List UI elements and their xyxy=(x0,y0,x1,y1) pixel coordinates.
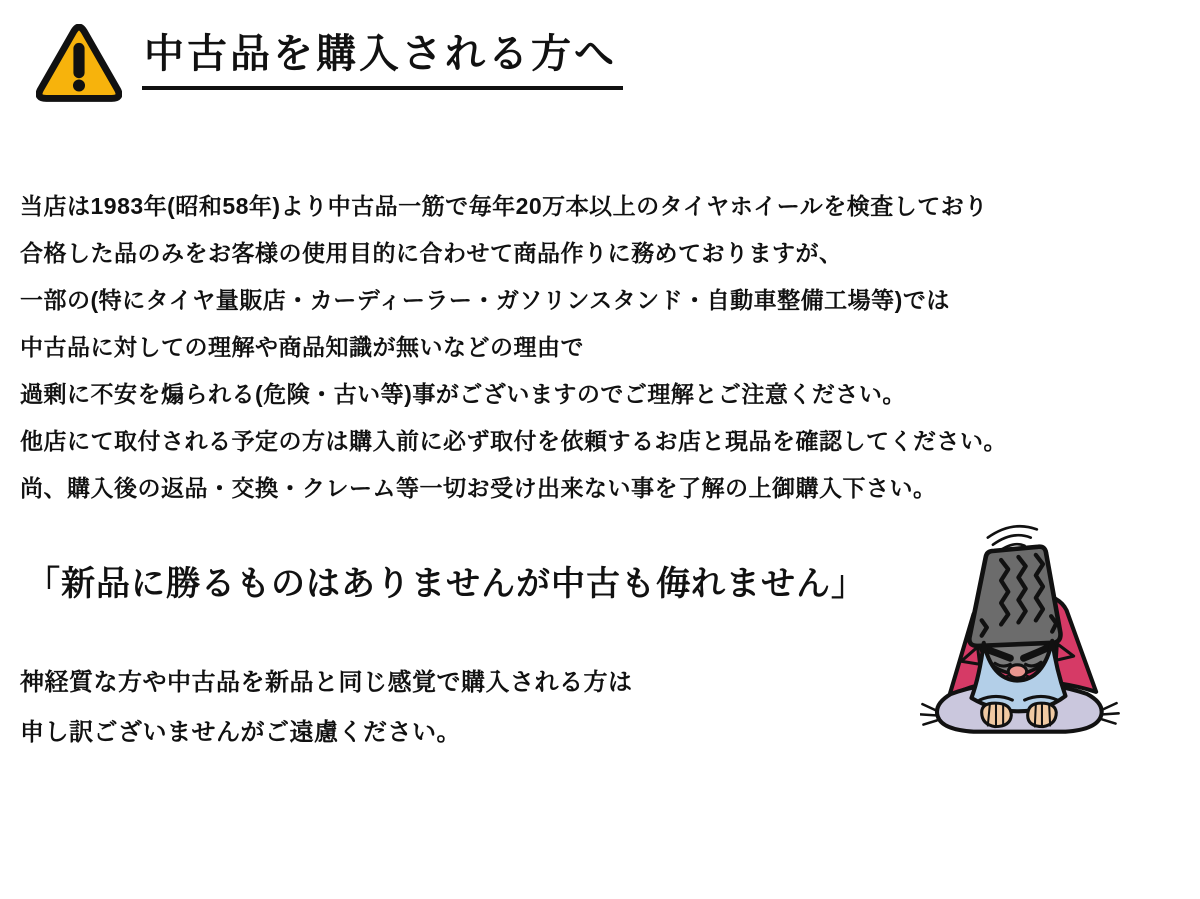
footer-line: 申し訳ございませんがご遠慮ください。 xyxy=(20,719,461,746)
body-line: 尚、購入後の返品・交換・クレーム等一切お受け出来ない事を了解の上御購入下さい。 xyxy=(20,475,937,501)
body-line: 過剰に不安を煽られる(危険・古い等)事がございますのでご理解とご注意ください。 xyxy=(20,381,906,407)
body-line: 当店は1983年(昭和58年)より中古品一筋で毎年20万本以上のタイヤホイールを検査しており xyxy=(20,193,988,219)
body-line: 中古品に対しての理解や商品知識が無いなどの理由で xyxy=(20,334,584,360)
notice-footer xyxy=(20,658,633,758)
page-title: 中古品を購入される方へ xyxy=(142,24,623,90)
body-line: 一部の(特にタイヤ量販店・カーディーラー・ガソリンスタンド・自動車整備工場等)では xyxy=(20,287,950,313)
bowing-tire-character-illustration xyxy=(920,510,1120,745)
body-line: 合格した品のみをお客様の使用目的に合わせて商品作りに務めておりますが、 xyxy=(20,240,843,266)
body-line: 他店にて取付される予定の方は購入前に必ず取付を依頼するお店と現品を確認してください。 xyxy=(20,428,1007,454)
notice-header xyxy=(36,24,623,104)
footer-line: 神経質な方や中古品を新品と同じ感覚で購入される方は xyxy=(20,669,633,696)
notice-body xyxy=(20,183,1070,512)
notice-quote: 「新品に勝るものはありませんが中古も侮れません」 xyxy=(26,565,866,603)
warning-triangle-icon xyxy=(36,24,122,104)
